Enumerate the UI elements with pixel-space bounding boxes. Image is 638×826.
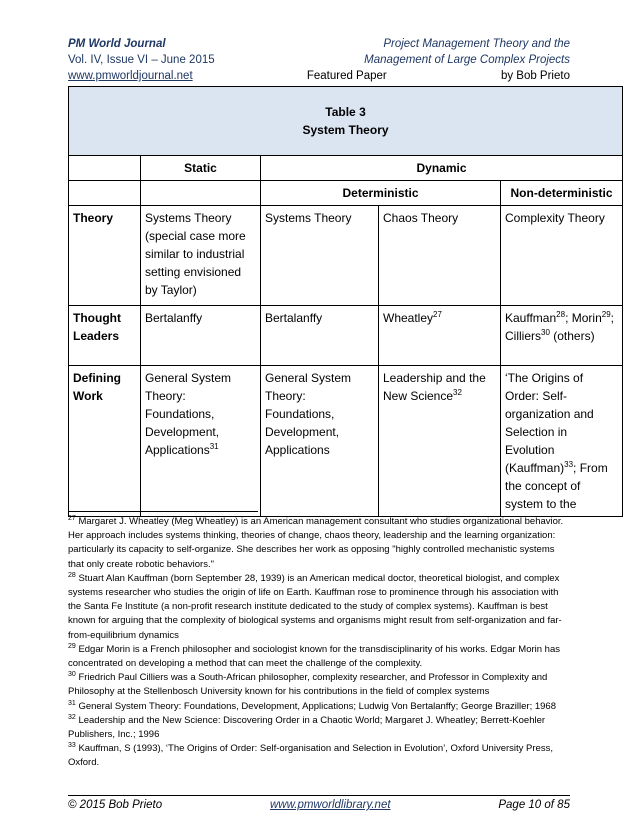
footnote: [68, 700, 570, 714]
featured-label: Featured Paper: [306, 70, 387, 82]
leader-text: ; Cilliers: [505, 311, 614, 343]
table-subheader-row: [69, 181, 623, 206]
leader-text: Wheatley: [383, 311, 434, 325]
work-text: ; From the concept of system to the: [505, 461, 608, 511]
empty-corner-cell: [69, 156, 141, 181]
column-deterministic: Deterministic: [261, 181, 501, 206]
system-theory-table: [68, 86, 623, 517]
footnote-text: Leadership and the New Science: Discovering Order in a Chaotic World; Margaret J. Wheatley; Berrett-Koehler Publishers, Inc.; 1996: [68, 714, 546, 741]
footnote-number: 31: [68, 699, 76, 707]
footnote-ref[interactable]: 32: [453, 388, 462, 397]
footnote-ref[interactable]: 28: [556, 310, 566, 319]
empty-cell: [141, 181, 261, 206]
cell-deterministic-1: Bertalanffy: [261, 306, 379, 366]
footnote: [68, 671, 570, 699]
page-header: [68, 36, 570, 84]
table-subtitle: System Theory: [302, 123, 389, 137]
cell-nondeterministic: [501, 306, 623, 366]
journal-link[interactable]: www.pmworldjournal.net: [68, 70, 193, 82]
table-header-row: [69, 156, 623, 181]
footnote-text: Margaret J. Wheatley (Meg Wheatley) is an American management consultant who studies organizational behavior. Her approach includes systems thinking, theories of change, chaos theory, leadership and the learning organization: particularly its capacity to self-organize. She describes her work as opposing "highly controlled mechanistic systems that only create robotic behaviors.": [68, 516, 564, 570]
column-nondeterministic: Non-deterministic: [501, 181, 623, 206]
footnote-number: 30: [68, 671, 76, 679]
cell-deterministic-2: [379, 366, 501, 517]
footnote-number: 29: [68, 642, 76, 650]
footnote-ref[interactable]: 33: [564, 460, 574, 469]
page-footer: [68, 799, 570, 811]
cell-deterministic-2: [379, 306, 501, 366]
paper-title-line1: Project Management Theory and the: [383, 38, 570, 50]
footnote-ref[interactable]: 29: [601, 310, 611, 319]
journal-name: PM World Journal: [68, 38, 166, 50]
footnote-number: 28: [68, 571, 76, 579]
copyright: © 2015 Bob Prieto: [68, 799, 163, 811]
table-row: [69, 206, 623, 306]
leader-text: (others): [549, 329, 595, 343]
work-text: General System Theory: Foundations, Development, Applications: [145, 371, 232, 457]
table-title-row: [69, 87, 623, 156]
column-dynamic: Dynamic: [261, 156, 623, 181]
author-byline: by Bob Prieto: [500, 70, 570, 82]
footnote: [68, 742, 570, 770]
cell-static: Bertalanffy: [141, 306, 261, 366]
footer-divider: [68, 795, 570, 796]
footnote: [68, 643, 570, 671]
cell-deterministic-2: Chaos Theory: [379, 206, 501, 306]
footnote-text: Edgar Morin is a French philosopher and sociologist known for the transdisciplinarity of his works. Edgar Morin has concentrated on developing a method that can meet the challenge of the complexity.: [68, 643, 560, 670]
work-text: ‘The Origins of Order: Self-organization and Selection in Evolution (Kauffman): [505, 371, 594, 475]
footnote-text: General System Theory: Foundations, Development, Applications; Ludwig Von Bertalanffy; George Braziller; 1968: [78, 700, 556, 712]
footnote-number: 32: [68, 713, 76, 721]
cell-deterministic-1: General System Theory: Foundations, Development, Applications: [261, 366, 379, 517]
footnote-divider: [68, 511, 258, 512]
leader-text: ; Morin: [565, 311, 602, 325]
footnote: [68, 714, 570, 742]
table-row: [69, 306, 623, 366]
leader-text: Kauffman: [505, 311, 557, 325]
table-title: Table 3: [325, 105, 366, 119]
library-link[interactable]: www.pmworldlibrary.net: [269, 799, 391, 811]
row-label-theory: Theory: [69, 206, 141, 306]
footnote-text: Stuart Alan Kauffman (born September 28, 1939) is an American medical doctor, theoretical biologist, and complex systems researcher who studies the origin of life on Earth. Kauffman rose to prominence through his association with the Santa Fe Institute (a non-profit research institute dedicated to the study of complex systems). Kauffman is best known for arguing that the complexity of biological systems and organisms might result from self-organization and far-from-equilibrium dynamics: [68, 572, 562, 641]
footnote-text: Friedrich Paul Cilliers was a South-African philosopher, complexity researcher, and Professor in Complexity and Philosophy at the Stellenbosch University known for his contributions in the field of complex systems: [68, 672, 548, 698]
footnote: [68, 572, 570, 643]
footnotes: [68, 515, 570, 771]
cell-static: [141, 366, 261, 517]
journal-issue: Vol. IV, Issue VI – June 2015: [68, 54, 215, 66]
cell-static: Systems Theory (special case more similar to industrial setting envisioned by Taylor): [141, 206, 261, 306]
empty-cell: [69, 181, 141, 206]
paper-title-line2: Management of Large Complex Projects: [364, 54, 570, 66]
footnote-ref[interactable]: 31: [209, 442, 219, 451]
row-label-thought-leaders: Thought Leaders: [69, 306, 141, 366]
footnote-number: 27: [68, 514, 76, 522]
table-row: [69, 366, 623, 517]
work-text: Leadership and the New Science: [383, 371, 486, 403]
footnote-ref[interactable]: 30: [541, 328, 550, 337]
footnote: [68, 515, 570, 572]
row-label-defining-work: Defining Work: [69, 366, 141, 517]
footnote-ref[interactable]: 27: [433, 310, 442, 319]
footnote-number: 33: [68, 742, 76, 750]
cell-deterministic-1: Systems Theory: [261, 206, 379, 306]
cell-nondeterministic: Complexity Theory: [501, 206, 623, 306]
column-static: Static: [141, 156, 261, 181]
page-number: Page 10 of 85: [498, 799, 570, 811]
cell-nondeterministic: [501, 366, 623, 517]
footnote-text: Kauffman, S (1993), ‘The Origins of Order: Self-organisation and Selection in Evolution’, Oxford University Press, Oxford.: [68, 743, 553, 769]
table-title-cell: [69, 87, 623, 156]
